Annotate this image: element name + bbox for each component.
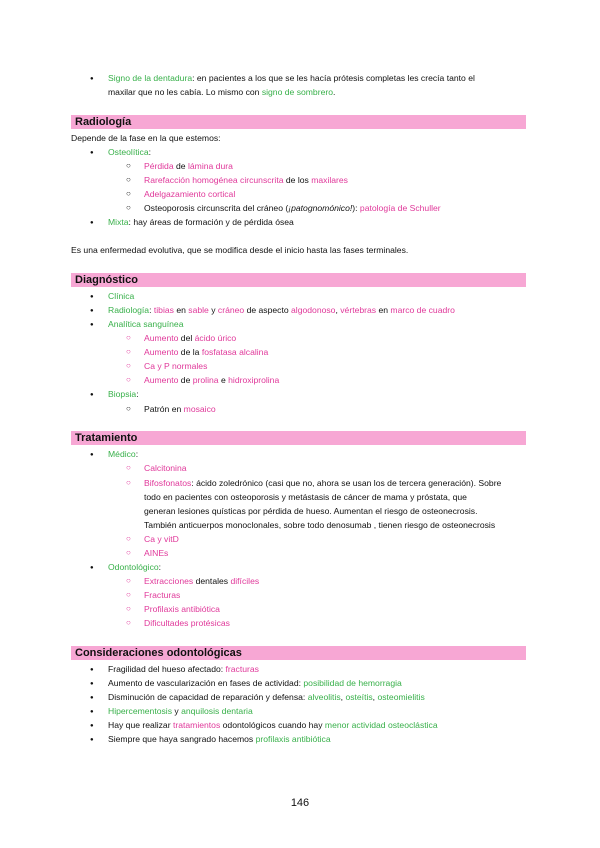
item-biopsia: Biopsia: (108, 389, 139, 399)
medico-item-bifosfonatos-l2: todo en pacientes con osteoporosis y metástasis de cáncer de mama y próstata, que (144, 492, 467, 502)
page-number: 146 (290, 797, 310, 809)
analitica-item-4: Aumento de prolina e hidroxiprolina (144, 375, 280, 385)
item-odontologico: Odontológico: (108, 562, 162, 572)
term-signo-sombrero: signo de sombrero (261, 87, 333, 97)
item-osteolitica: Osteolítica: (108, 147, 151, 157)
medico-item-aines: AINEs (144, 548, 169, 558)
intro-line-1: Signo de la dentadura: en pacientes a los que se les hacía prótesis completas les crecía tanto el (108, 73, 475, 83)
analitica-item-1: Aumento del ácido úrico (144, 333, 237, 343)
consideracion-4: Hipercementosis y anquilosis dentaria (108, 706, 253, 716)
item-medico: Médico: (108, 449, 139, 459)
medico-item-bifosfonatos-l1: Bifosfonatos: ácido zoledrónico (casi que no, ahora se usan los de tercera generación). Sobre (144, 478, 502, 488)
term-signo-dentadura: Signo de la dentadura (108, 73, 193, 83)
consideracion-2: Aumento de vascularización en fases de actividad: posibilidad de hemorragia (108, 678, 402, 688)
osteolitica-item-3: Adelgazamiento cortical (144, 189, 236, 199)
osteolitica-item-4: Osteoporosis circunscrita del cráneo (¡patognomónico!): patología de Schuller (144, 203, 441, 213)
heading-consideraciones: Consideraciones odontológicas (71, 646, 526, 660)
radiologia-lead: Depende de la fase en la que estemos: (71, 133, 221, 143)
item-analitica: Analítica sanguínea (108, 319, 184, 329)
analitica-item-3: Ca y P normales (144, 361, 208, 371)
osteolitica-item-2: Rarefacción homogénea circunscrita de los maxilares (144, 175, 348, 185)
odonto-item-4: Dificultades protésicas (144, 618, 230, 628)
heading-radiologia: Radiología (71, 115, 526, 129)
odonto-item-1: Extracciones dentales difíciles (144, 576, 260, 586)
intro-line-2: maxilar que no les cabía. Lo mismo con signo de sombrero. (108, 87, 336, 97)
consideracion-6: Siempre que haya sangrado hacemos profilaxis antibiótica (108, 734, 331, 744)
medico-item-bifosfonatos-l4: También anticuerpos monoclonales, sobre todo denosumab , tienen riesgo de osteonecrosis (144, 520, 496, 530)
item-mixta: Mixta: hay áreas de formación y de pérdida ósea (108, 217, 294, 227)
osteolitica-item-1: Pérdida de lámina dura (144, 161, 233, 171)
consideracion-1: Fragilidad del hueso afectado: fracturas (108, 664, 259, 674)
odonto-item-3: Profilaxis antibiótica (144, 604, 220, 614)
medico-item-bifosfonatos-l3: generan lesiones quísticas por pérdida de hueso. Aumentan el riesgo de osteonecrosis. (144, 506, 478, 516)
item-clinica: Clínica (108, 291, 135, 301)
heading-diagnostico: Diagnóstico (71, 273, 526, 287)
medico-item-cavitd: Ca y vitD (144, 534, 179, 544)
analitica-item-2: Aumento de la fosfatasa alcalina (144, 347, 269, 357)
heading-tratamiento: Tratamiento (71, 431, 526, 445)
odonto-item-2: Fracturas (144, 590, 181, 600)
medico-item-calcitonina: Calcitonina (144, 463, 187, 473)
biopsia-item-1: Patrón en mosaico (144, 404, 216, 414)
consideracion-5: Hay que realizar tratamientos odontológicos cuando hay menor actividad osteoclástica (108, 720, 438, 730)
item-radiologia: Radiología: tibias en sable y cráneo de aspecto algodonoso, vértebras en marco de cuadro (108, 305, 455, 315)
radiologia-note: Es una enfermedad evolutiva, que se modifica desde el inicio hasta las fases terminales. (71, 245, 409, 255)
consideracion-3: Disminución de capacidad de reparación y defensa: alveolitis, osteítis, osteomielitis (108, 692, 425, 702)
